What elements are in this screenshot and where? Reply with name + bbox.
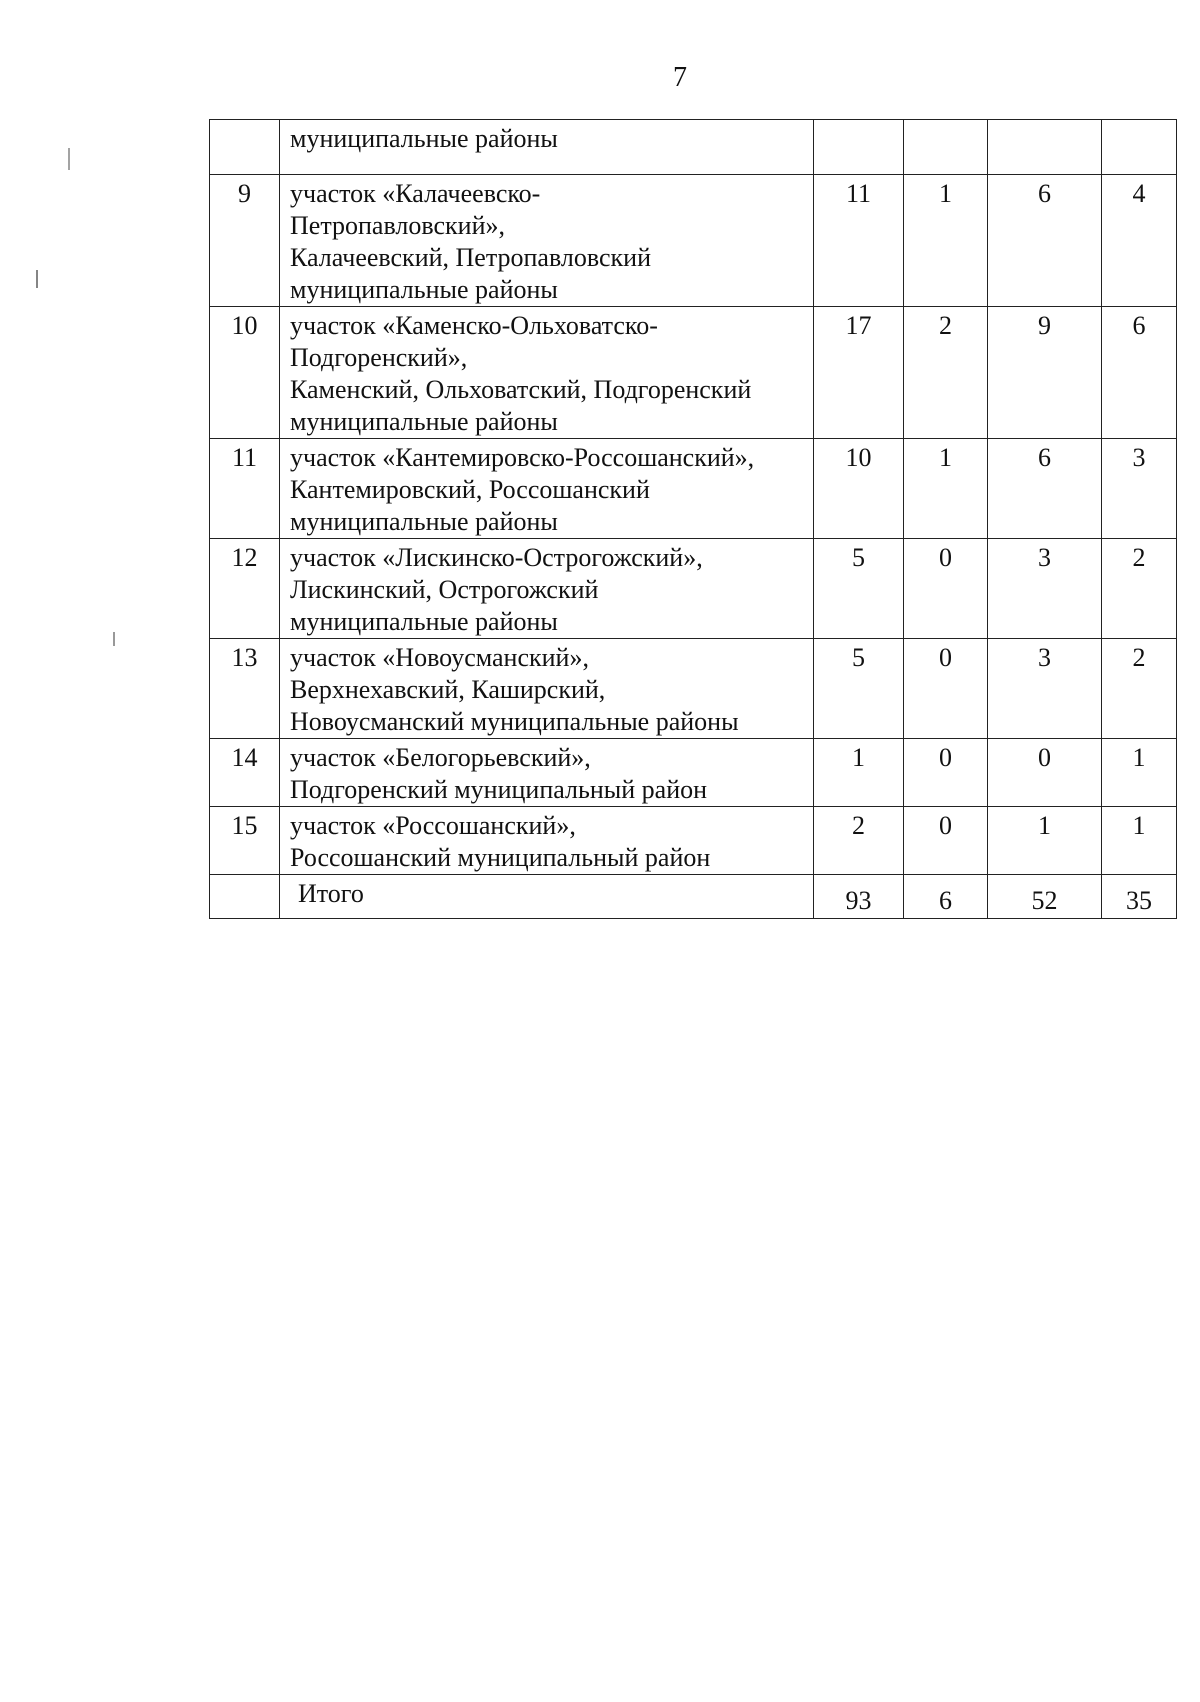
description-line: муниципальные районы: [290, 507, 558, 536]
table-row: [210, 807, 1177, 875]
value-cell-c1: 5: [814, 539, 904, 639]
table-row: [210, 120, 1177, 175]
description-line: Верхнехавский, Каширский,: [290, 675, 606, 704]
value-cell-c3: 1: [988, 807, 1102, 875]
total-label-cell: [280, 875, 814, 919]
value-cell-c3: 6: [988, 439, 1102, 539]
total-value-c2: 6: [904, 875, 988, 919]
value-cell-c3: 3: [988, 639, 1102, 739]
row-description: [280, 807, 814, 875]
row-description: [280, 739, 814, 807]
total-value-c1: 93: [814, 875, 904, 919]
value-cell-c2: 0: [904, 639, 988, 739]
value-cell-c2: [904, 120, 988, 175]
description-line: муниципальные районы: [290, 607, 558, 636]
page-number: 7: [673, 62, 687, 93]
description-line: участок «Новоусманский»,: [290, 643, 589, 672]
row-number: 14: [210, 739, 280, 807]
value-cell-c1: 5: [814, 639, 904, 739]
value-cell-c4: 1: [1102, 739, 1177, 807]
districts-table: [209, 119, 1177, 919]
value-cell-c1: 1: [814, 739, 904, 807]
value-cell-c3: [988, 120, 1102, 175]
description-line: участок «Россошанский»,: [290, 811, 576, 840]
description-line: муниципальные районы: [290, 124, 558, 153]
value-cell-c4: [1102, 120, 1177, 175]
row-number: [210, 120, 280, 175]
total-value-c4: 35: [1102, 875, 1177, 919]
value-cell-c2: 1: [904, 439, 988, 539]
value-cell-c4: 1: [1102, 807, 1177, 875]
value-cell-c2: 0: [904, 739, 988, 807]
value-cell-c2: 0: [904, 807, 988, 875]
description-line: Подгоренский муниципальный район: [290, 775, 708, 804]
row-number: 10: [210, 307, 280, 439]
description-line: участок «Лискинско-Острогожский»,: [290, 543, 703, 572]
table-row: [210, 175, 1177, 307]
row-number: 11: [210, 439, 280, 539]
description-line: участок «Белогорьевский»,: [290, 743, 591, 772]
scan-speck: [68, 148, 70, 170]
total-number-cell: [210, 875, 280, 919]
total-value-c3: 52: [988, 875, 1102, 919]
value-cell-c3: 9: [988, 307, 1102, 439]
row-description: [280, 175, 814, 307]
value-cell-c1: 2: [814, 807, 904, 875]
description-line: Каменский, Ольховатский, Подгоренский: [290, 375, 752, 404]
row-number: 12: [210, 539, 280, 639]
table-row: [210, 639, 1177, 739]
row-number: 13: [210, 639, 280, 739]
description-line: муниципальные районы: [290, 275, 558, 304]
row-description: [280, 307, 814, 439]
value-cell-c4: 4: [1102, 175, 1177, 307]
value-cell-c3: 6: [988, 175, 1102, 307]
description-line: участок «Калачеевско-: [290, 179, 541, 208]
description-line: Россошанский муниципальный район: [290, 843, 711, 872]
value-cell-c1: 10: [814, 439, 904, 539]
description-line: Лискинский, Острогожский: [290, 575, 599, 604]
row-description: [280, 439, 814, 539]
description-line: участок «Каменско-Ольховатско-: [290, 311, 658, 340]
value-cell-c4: 2: [1102, 639, 1177, 739]
description-line: Калачеевский, Петропавловский: [290, 243, 652, 272]
description-line: Подгоренский»,: [290, 343, 468, 372]
scan-speck: [36, 270, 38, 288]
row-description: [280, 120, 814, 175]
table-row: [210, 539, 1177, 639]
value-cell-c4: 3: [1102, 439, 1177, 539]
row-number: 15: [210, 807, 280, 875]
description-line: Кантемировский, Россошанский: [290, 475, 650, 504]
value-cell-c3: 3: [988, 539, 1102, 639]
row-description: [280, 639, 814, 739]
row-number: 9: [210, 175, 280, 307]
value-cell-c1: [814, 120, 904, 175]
description-line: Петропавловский»,: [290, 211, 505, 240]
value-cell-c2: 0: [904, 539, 988, 639]
row-description: [280, 539, 814, 639]
table-row: [210, 439, 1177, 539]
value-cell-c2: 1: [904, 175, 988, 307]
table-row: [210, 307, 1177, 439]
value-cell-c1: 17: [814, 307, 904, 439]
value-cell-c1: 11: [814, 175, 904, 307]
total-label: Итого: [298, 879, 364, 908]
value-cell-c4: 6: [1102, 307, 1177, 439]
table-row: [210, 739, 1177, 807]
scan-speck: [113, 632, 115, 646]
value-cell-c4: 2: [1102, 539, 1177, 639]
description-line: муниципальные районы: [290, 407, 558, 436]
description-line: участок «Кантемировско-Россошанский»,: [290, 443, 755, 472]
value-cell-c3: 0: [988, 739, 1102, 807]
description-line: Новоусманский муниципальные районы: [290, 707, 739, 736]
total-row: [210, 875, 1177, 919]
value-cell-c2: 2: [904, 307, 988, 439]
